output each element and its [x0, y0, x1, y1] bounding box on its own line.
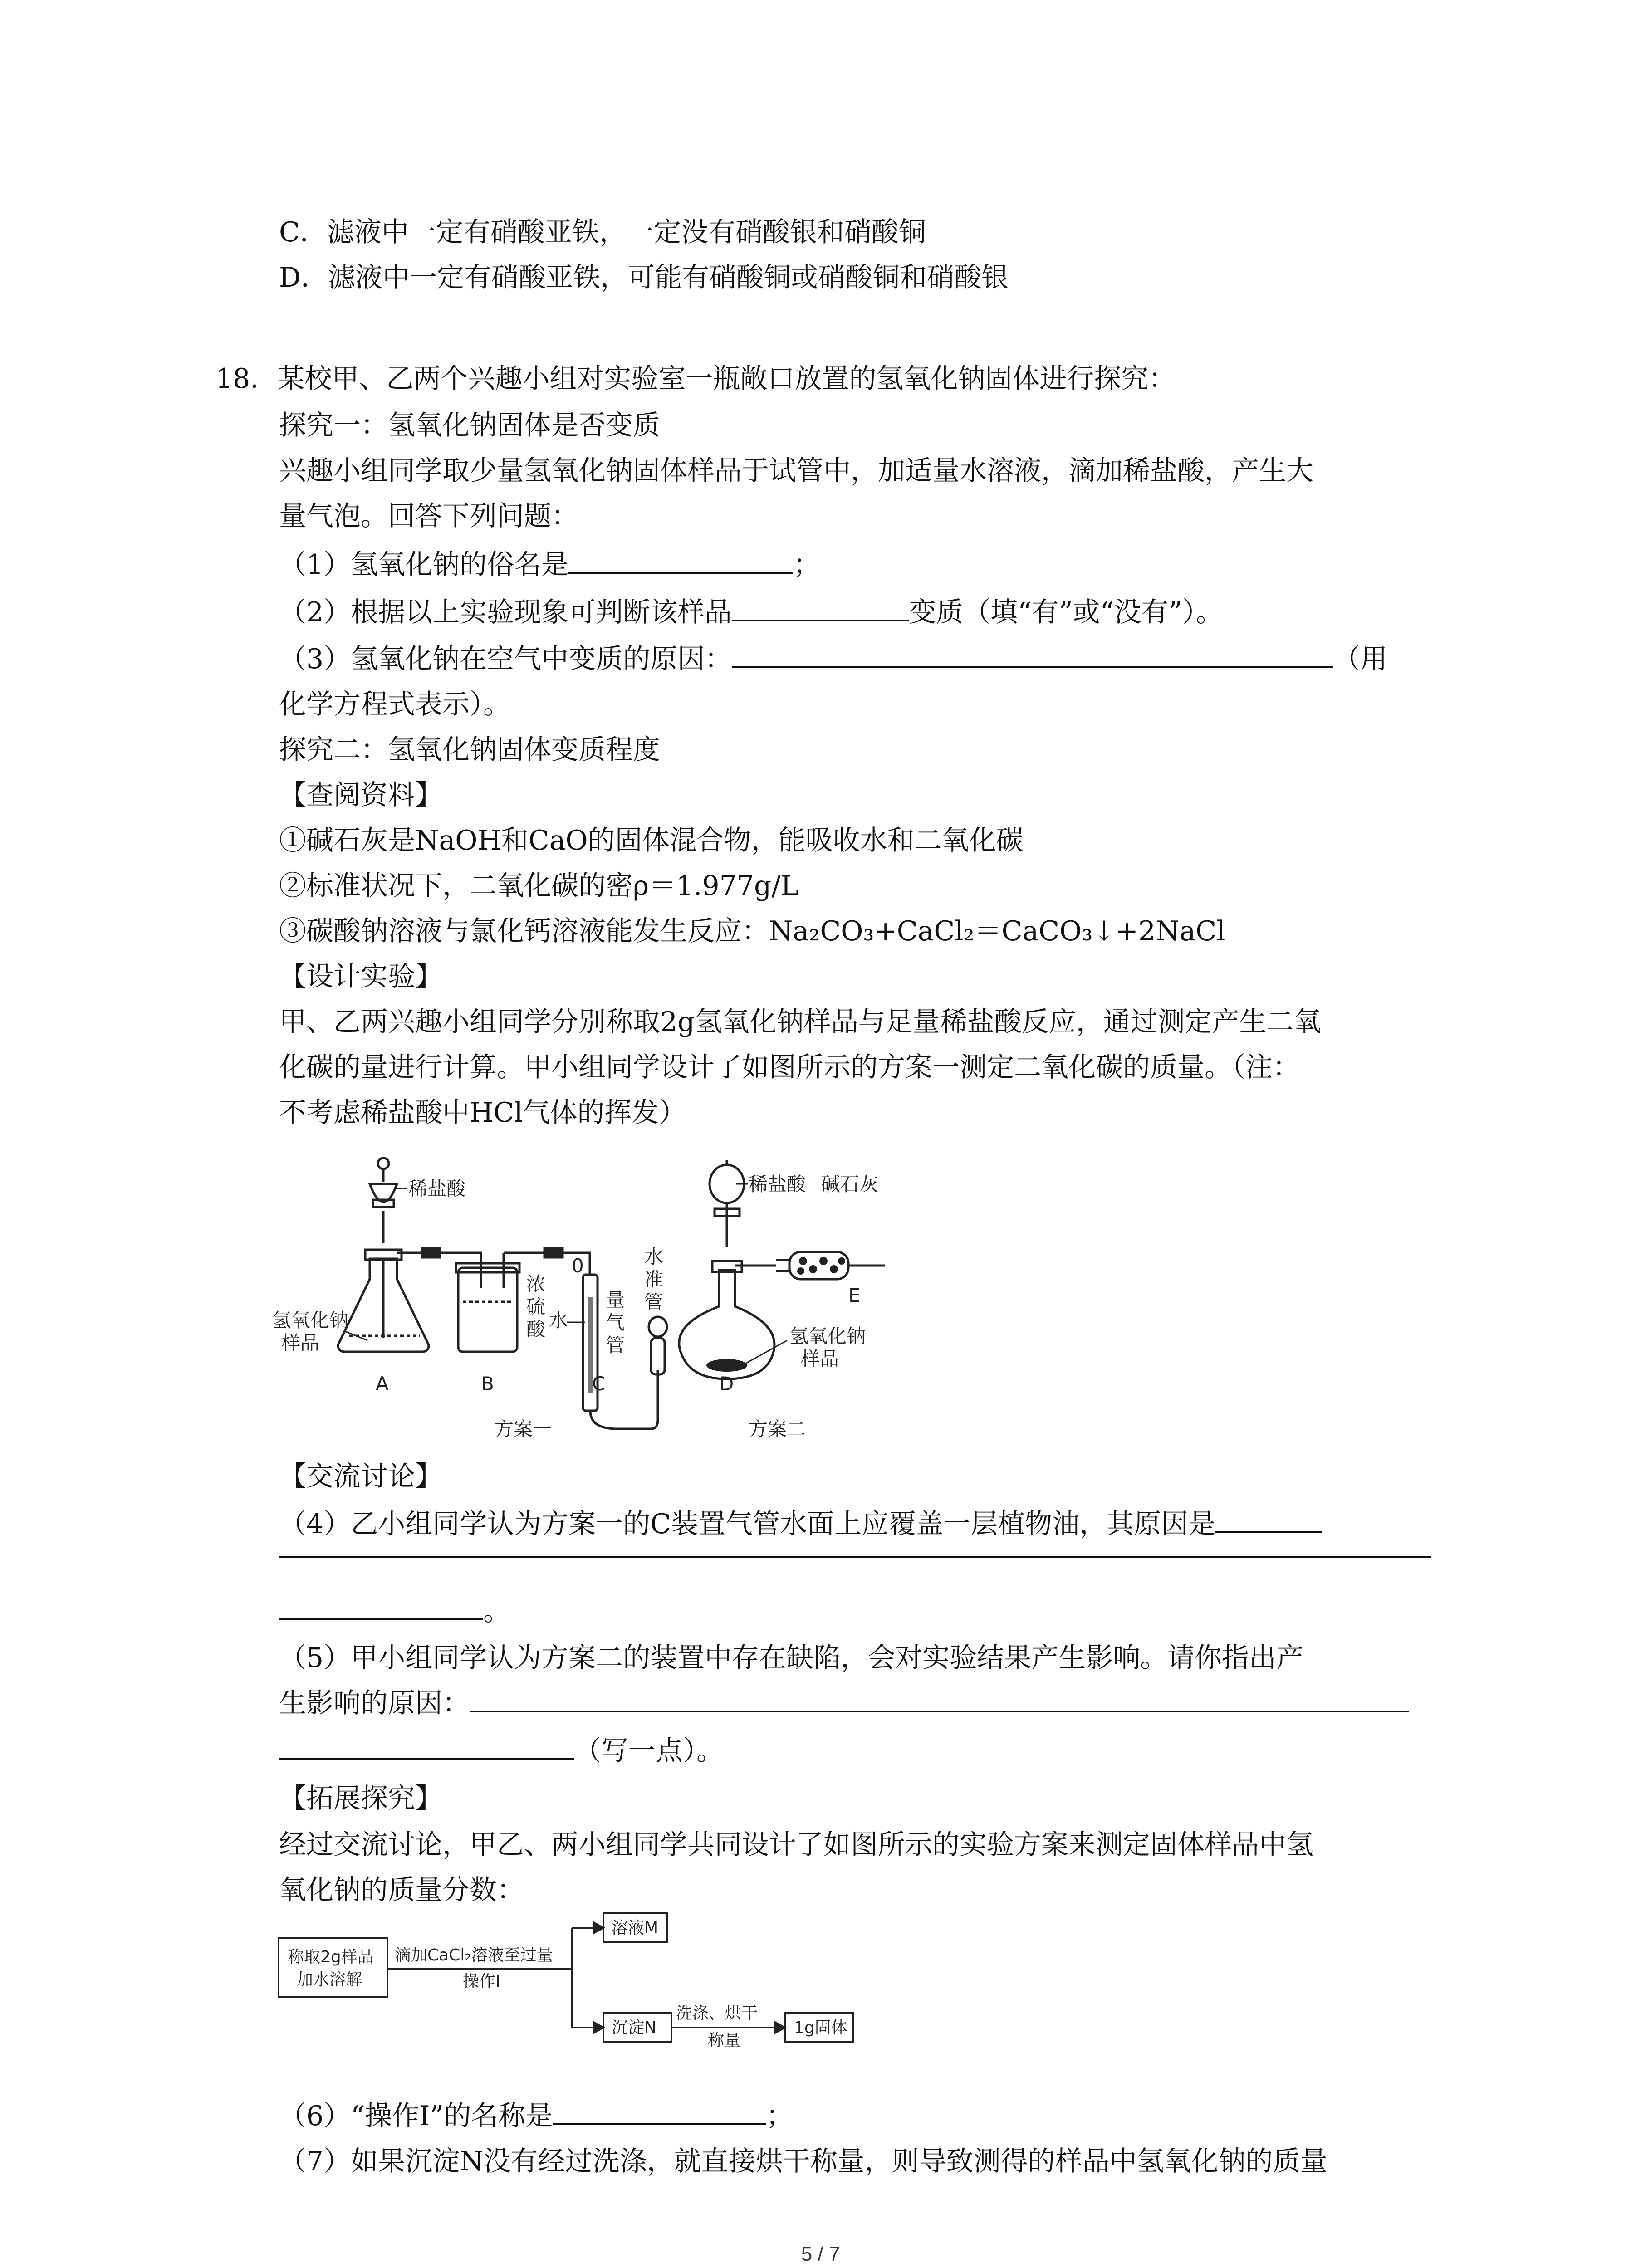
- flow-step-1: 滴加CaCl₂溶液至过量: [395, 1946, 553, 1965]
- sub-question-4: [279, 1501, 1322, 1547]
- flow-wash-2: 称量: [708, 2031, 741, 2050]
- sub-4-tail: [279, 1589, 510, 1634]
- design-title: 【设计实验】: [279, 961, 442, 992]
- answer-blank-4c[interactable]: [279, 1589, 483, 1620]
- label-a: A: [376, 1373, 389, 1395]
- label-sample-a-1: 氢氧化钠: [272, 1309, 349, 1331]
- option-d: D．滤液中一定有硝酸亚铁，可能有硝酸铜或硝酸铜和硝酸银: [279, 262, 1009, 293]
- label-d: D: [719, 1373, 734, 1395]
- extension-text-1: 经过交流讨论，甲乙、两小组同学共同设计了如图所示的实验方案来测定固体样品中氢: [279, 1829, 1313, 1861]
- reference-3: ③碳酸钠溶液与氯化钙溶液能发生反应：Na₂CO₃+CaCl₂＝CaCO₃↓+2NaCl: [279, 915, 1225, 947]
- label-h2so4-2: 硫: [526, 1295, 546, 1318]
- label-sample-a-2: 样品: [281, 1332, 320, 1354]
- sub-question-5: （5）甲小组同学认为方案二的装置中存在缺陷，会对实验结果产生影响。请你指出产: [279, 1642, 1304, 1674]
- label-gas-tube-1: 量: [606, 1289, 625, 1311]
- answer-blank-4b[interactable]: [279, 1556, 1431, 1558]
- label-level-tube-2: 准: [644, 1268, 664, 1290]
- answer-blank-2[interactable]: [732, 591, 909, 621]
- answer-blank-4a[interactable]: [1215, 1502, 1322, 1533]
- sub-3-continued: 化学方程式表示）。: [279, 689, 510, 720]
- label-sample-d-1: 氢氧化钠: [789, 1325, 866, 1347]
- label-b: B: [481, 1373, 494, 1395]
- scheme-1-caption: 方案一: [495, 1418, 552, 1440]
- answer-blank-6[interactable]: [553, 2094, 766, 2125]
- sub-5-text: 生影响的原因：: [279, 1687, 470, 1719]
- sub-4-text: （4）乙小组同学认为方案一的C装置气管水面上应覆盖一层植物油，其原因是: [279, 1508, 1216, 1540]
- flow-start-1: 称取2g样品: [288, 1948, 374, 1966]
- sub-3-end: （用: [1333, 643, 1388, 675]
- extension-title: 【拓展探究】: [279, 1783, 442, 1814]
- design-text-2: 化碳的量进行计算。甲小组同学设计了如图所示的方案一测定二氧化碳的质量。（注：: [279, 1051, 1300, 1083]
- label-acid-d: 稀盐酸: [749, 1173, 806, 1195]
- label-level-tube-1: 水: [644, 1246, 664, 1268]
- label-gas-tube-3: 管: [606, 1334, 625, 1356]
- page-number: 5 / 7: [801, 2243, 840, 2265]
- inquiry-1-text-2: 量气泡。回答下列问题：: [279, 500, 578, 532]
- inquiry-1-text-1: 兴趣小组同学取少量氢氧化钠固体样品于试管中，加适量水溶液，滴加稀盐酸，产生大: [279, 455, 1313, 487]
- label-h2so4-3: 酸: [526, 1318, 546, 1340]
- answer-blank-3[interactable]: [732, 637, 1333, 668]
- flow-result: 1g固体: [794, 2019, 847, 2037]
- sub-1-text: （1）氢氧化钠的俗名是: [279, 549, 569, 581]
- option-c: C．滤液中一定有硝酸亚铁，一定没有硝酸银和硝酸铜: [279, 216, 926, 248]
- flow-start-2: 加水溶解: [297, 1970, 362, 1989]
- sub-2-text: （2）根据以上实验现象可判断该样品: [279, 596, 732, 628]
- reference-1: ①碱石灰是NaOH和CaO的固体混合物，能吸收水和二氧化碳: [279, 825, 1024, 856]
- reference-2: ②标准状况下，二氧化碳的密ρ＝1.977g/L: [279, 870, 799, 902]
- label-gas-tube-2: 气: [606, 1311, 625, 1334]
- sub-question-2: [279, 590, 1223, 635]
- answer-blank-1[interactable]: [568, 543, 793, 574]
- flow-step-2: 操作Ⅰ: [463, 1972, 500, 1991]
- label-zero: 0: [572, 1255, 584, 1277]
- inquiry-2-title: 探究二：氢氧化钠固体变质程度: [279, 734, 660, 766]
- answer-blank-5a[interactable]: [470, 1681, 1409, 1712]
- label-sample-d-2: 样品: [801, 1348, 839, 1370]
- apparatus-figure: [272, 1152, 930, 1447]
- label-h2so4-1: 浓: [526, 1273, 546, 1295]
- sub-question-1: [279, 542, 820, 587]
- label-e: E: [848, 1284, 861, 1306]
- flow-wash-1: 洗涤、烘干: [676, 2004, 758, 2023]
- label-c: C: [592, 1373, 606, 1395]
- discussion-title: 【交流讨论】: [279, 1461, 442, 1492]
- sub-6-text: （6）“操作Ⅰ”的名称是: [279, 2100, 553, 2132]
- sub-question-6: [279, 2093, 793, 2139]
- question-18-stem: 18．某校甲、乙两个兴趣小组对实验室一瓶敞口放置的氢氧化钠固体进行探究：: [216, 363, 1176, 395]
- sub-question-3: [279, 636, 1387, 682]
- flowchart: [272, 1910, 907, 2091]
- inquiry-1-title: 探究一：氢氧化钠固体是否变质: [279, 410, 660, 441]
- sub-1-end: ；: [793, 549, 821, 581]
- design-text-3: 不考虑稀盐酸中HCl气体的挥发）: [279, 1097, 686, 1129]
- sub-question-7: （7）如果沉淀N没有经过洗涤，就直接烘干称量，则导致测得的样品中氢氧化钠的质量: [279, 2146, 1327, 2177]
- sub-5-line-3: [279, 1728, 724, 1774]
- answer-blank-5b[interactable]: [279, 1729, 574, 1760]
- sub-5-line-2: [279, 1681, 1409, 1726]
- sub-3-text: （3）氢氧化钠在空气中变质的原因：: [279, 643, 732, 675]
- flow-precipitate-n: 沉淀N: [612, 2019, 656, 2037]
- label-level-tube-3: 管: [644, 1291, 664, 1313]
- flowchart-diagram: [272, 1910, 907, 2091]
- sub-4-end: 。: [483, 1595, 510, 1627]
- design-text-1: 甲、乙两兴趣小组同学分别称取2g氢氧化钠样品与足量稀盐酸反应，通过测定产生二氧: [279, 1006, 1321, 1038]
- reference-title: 【查阅资料】: [279, 779, 442, 811]
- label-water: 水: [549, 1309, 568, 1331]
- sub-5-end: （写一点）。: [574, 1735, 724, 1767]
- flow-solution-m: 溶液M: [612, 1919, 659, 1937]
- label-acid-a: 稀盐酸: [408, 1178, 466, 1200]
- apparatus-diagram: [272, 1152, 930, 1447]
- extension-text-2: 氧化钠的质量分数：: [279, 1874, 524, 1906]
- sub-6-end: ；: [766, 2100, 794, 2132]
- label-lime: 碱石灰: [821, 1173, 879, 1195]
- sub-2-end: 变质（填“有”或“没有”）。: [909, 596, 1223, 628]
- scheme-2-caption: 方案二: [749, 1418, 806, 1440]
